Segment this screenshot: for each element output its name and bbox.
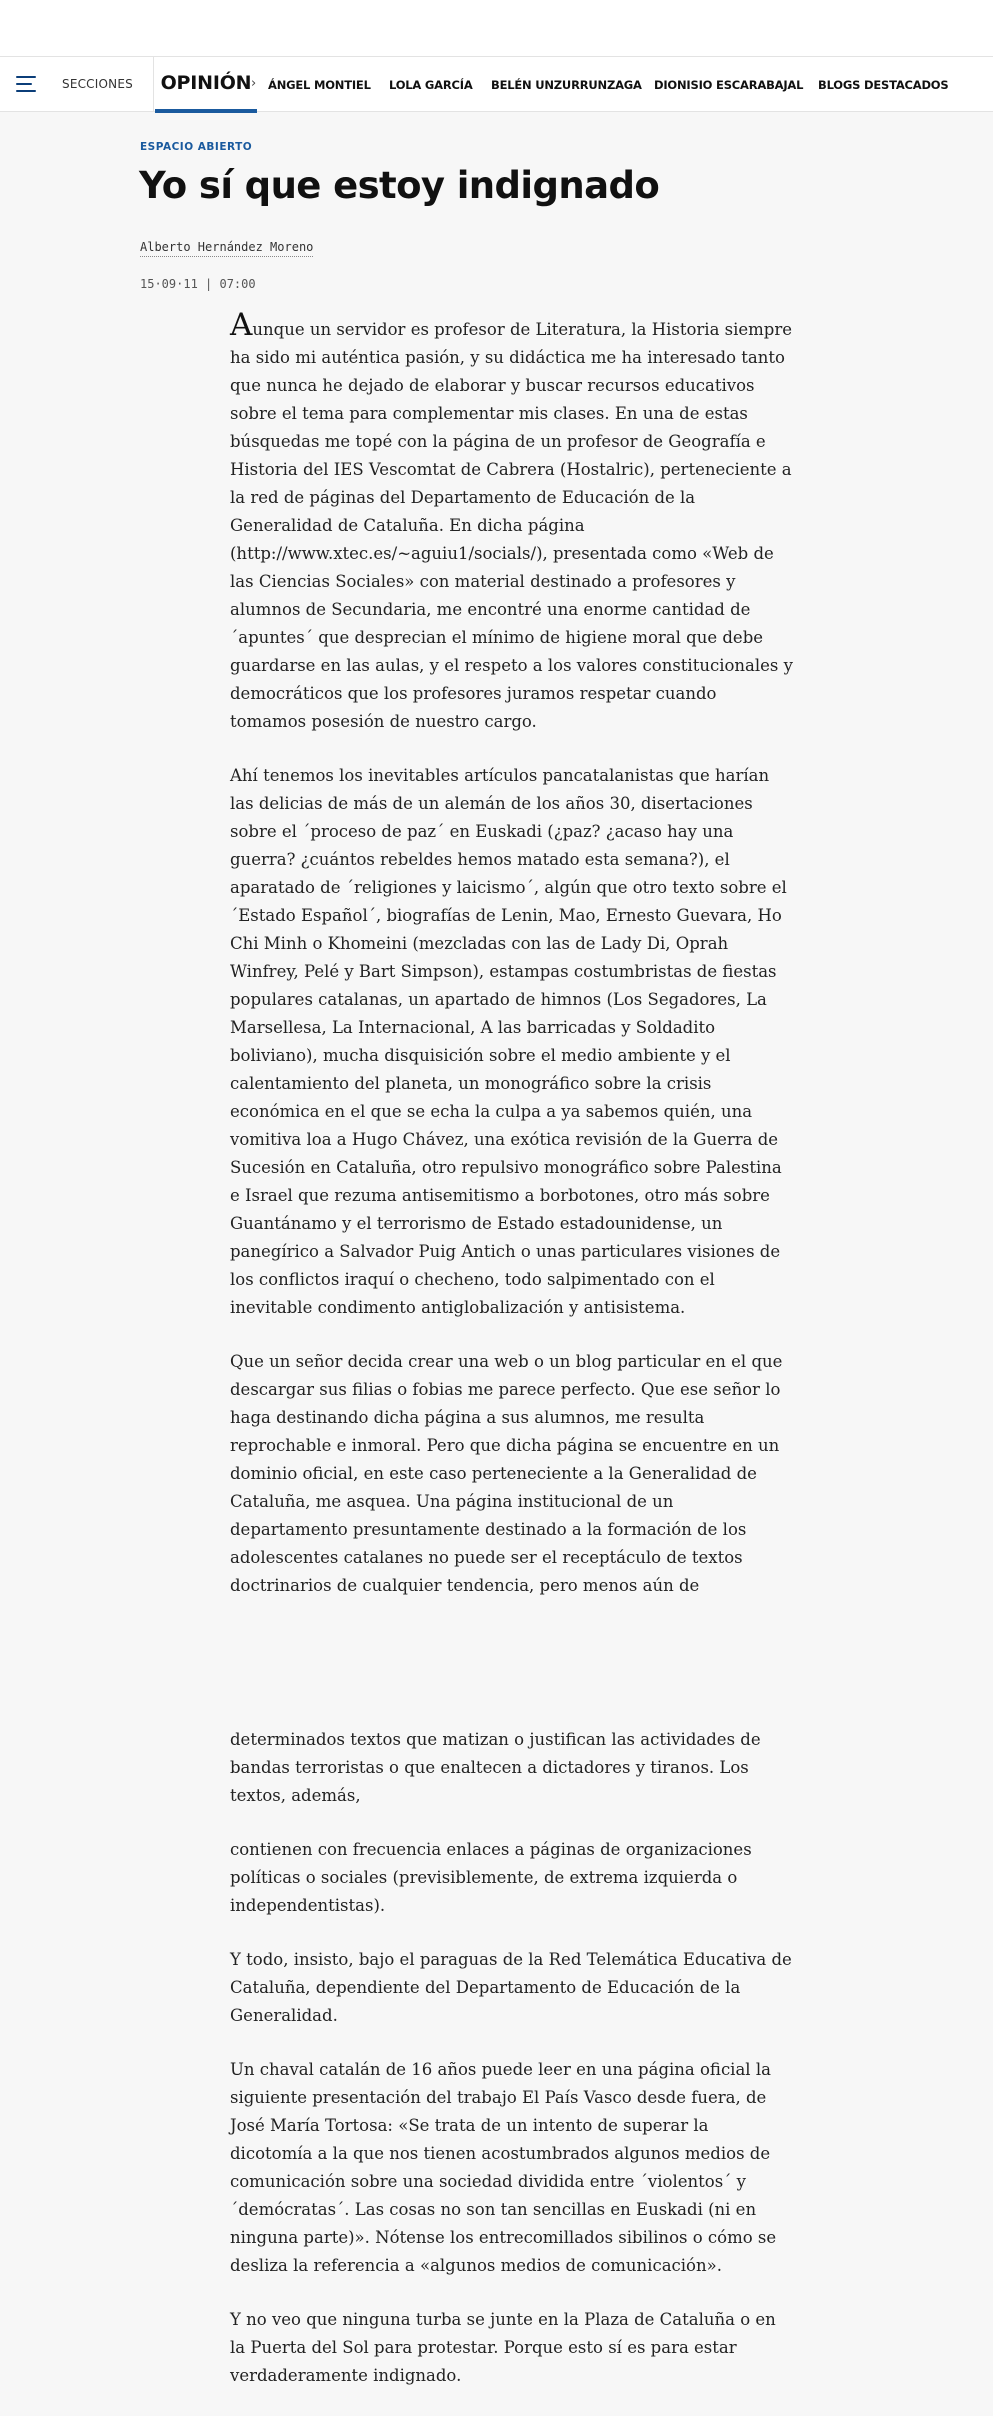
article-paragraph: Y todo, insisto, bajo el paraguas de la Red Telemática Educativa de Cataluña, dependiente del Departamento de Educación de la Generalidad. bbox=[230, 1950, 792, 2025]
article-paragraph: determinados textos que matizan o justifican las actividades de bandas terroristas o que enaltecen a dictadores y tiranos. Los textos, además, bbox=[230, 1730, 761, 1805]
menu-icon[interactable] bbox=[16, 76, 36, 92]
top-bar bbox=[0, 0, 993, 56]
drop-cap: A bbox=[230, 307, 253, 343]
article-body bbox=[230, 307, 795, 1626]
article-kicker[interactable]: ESPACIO ABIERTO bbox=[140, 141, 253, 153]
nav-link-belen-unzurrunzaga[interactable]: BELÉN UNZURRUNZAGA bbox=[491, 78, 642, 92]
nav-link-blogs-destacados[interactable]: BLOGS DESTACADOS bbox=[818, 78, 949, 92]
article-paragraph: Un chaval catalán de 16 años puede leer en una página oficial la siguiente presentación del trabajo El País Vasco desde fuera, de José María Tortosa: «Se trata de un intento de superar la dicotomía a la que nos tienen acostumbrados algunos medios de comunicación sobre una sociedad dividida entre ´violentos´ y ´demócratas´. Las cosas no son tan sencillas en Euskadi (ni en ninguna parte)». Nótense los entrecomillados sibilinos o cómo se desliza la referencia a «algunos medios de comunicación». bbox=[230, 2060, 777, 2275]
author-link[interactable]: Alberto Hernández Moreno bbox=[140, 240, 313, 257]
article-paragraph: Ahí tenemos los inevitables artículos pancatalanistas que harían las delicias de más de un alemán de los años 30, disertaciones sobre el ´proceso de paz´ en Euskadi (¿paz? ¿acaso hay una guerra? ¿cuántos rebeldes hemos matado esta semana?), el aparatado de ´religiones y laicismo´, algún que otro texto sobre el ´Estado Español´, biografías de Lenin, Mao, Ernesto Guevara, Ho Chi Minh o Khomeini (mezcladas con las de Lady Di, Oprah Winfrey, Pelé y Bart Simpson), estampas costumbristas de fiestas populares catalanas, un apartado de himnos (Los Segadores, La Marsellesa, La Internacional, A las barricadas y Soldadito boliviano), mucha disquisición sobre el medio ambiente y el calentamiento del planeta, un monográfico sobre la crisis económica en el que se echa la culpa a ya sabemos quién, una vomitiva loa a Hugo Chávez, una exótica revisión de la Guerra de Sucesión en Cataluña, otro repulsivo monográfico sobre Palestina e Israel que rezuma antisemitismo a borbotones, otro más sobre Guantánamo y el terrorismo de Estado estadounidense, un panegírico a Salvador Puig Antich o unas particulares visiones de los conflictos iraquí o checheno, todo salpimentado con el inevitable condimento antiglobalización y antisistema. bbox=[230, 766, 787, 1317]
nav-link-dionisio-escarabajal[interactable]: DIONISIO ESCARABAJAL bbox=[654, 78, 804, 92]
chevron-right-icon: › bbox=[251, 76, 257, 91]
nav-link-angel-montiel[interactable]: ÁNGEL MONTIEL bbox=[268, 78, 371, 92]
article-paragraph: contienen con frecuencia enlaces a páginas de organizaciones políticas o sociales (previsiblemente, de extrema izquierda o independentistas). bbox=[230, 1840, 752, 1915]
active-tab-indicator bbox=[155, 109, 257, 113]
tab-opinion[interactable] bbox=[155, 57, 257, 112]
nav-divider bbox=[153, 57, 154, 111]
article-paragraph: Y no veo que ninguna turba se junte en la Plaza de Cataluña o en la Puerta del Sol para protestar. Porque esto sí es para estar verdaderamente indignado. bbox=[230, 2310, 776, 2385]
nav-link-lola-garcia[interactable]: LOLA GARCÍA bbox=[389, 78, 473, 92]
article-title: Yo sí que estoy indignado bbox=[139, 164, 660, 207]
article-paragraph: Aunque un servidor es profesor de Literatura, la Historia siempre ha sido mi auténtica pasión, y su didáctica me ha interesado tanto que nunca he dejado de elaborar y buscar recursos educativos sobre el tema para complementar mis clases. En una de estas búsquedas me topé con la página de un profesor de Geografía e Historia del IES Vescomtat de Cabrera (Hostalric), perteneciente a la red de páginas del Departamento de Educación de la Generalidad de Cataluña. En dicha página (http://www.xtec.es/~aguiu1/socials/), presentada como «Web de las Ciencias Sociales» con material destinado a profesores y alumnos de Secundaria, me encontré una enorme cantidad de ´apuntes´ que desprecian el mínimo de higiene moral que debe guardarse en las aulas, y el respeto a los valores constitucionales y democráticos que los profesores juramos respetar cuando tomamos posesión de nuestro cargo. bbox=[230, 307, 793, 731]
section-navigation bbox=[0, 56, 993, 112]
article-body-continued bbox=[230, 1726, 795, 2416]
publish-date: 15·09·11 | 07:00 bbox=[140, 277, 256, 291]
sections-button[interactable]: SECCIONES bbox=[62, 77, 133, 91]
tab-opinion-label: OPINIÓN bbox=[160, 72, 252, 94]
article-paragraph: Que un señor decida crear una web o un blog particular en el que descargar sus filias o fobias me parece perfecto. Que ese señor lo haga destinando dicha página a sus alumnos, me resulta reprochable e inmoral. Pero que dicha página se encuentre en un dominio oficial, en este caso perteneciente a la Generalidad de Cataluña, me asquea. Una página institucional de un departamento presuntamente destinado a la formación de los adolescentes catalanes no puede ser el receptáculo de textos doctrinarios de cualquier tendencia, pero menos aún de bbox=[230, 1352, 783, 1595]
